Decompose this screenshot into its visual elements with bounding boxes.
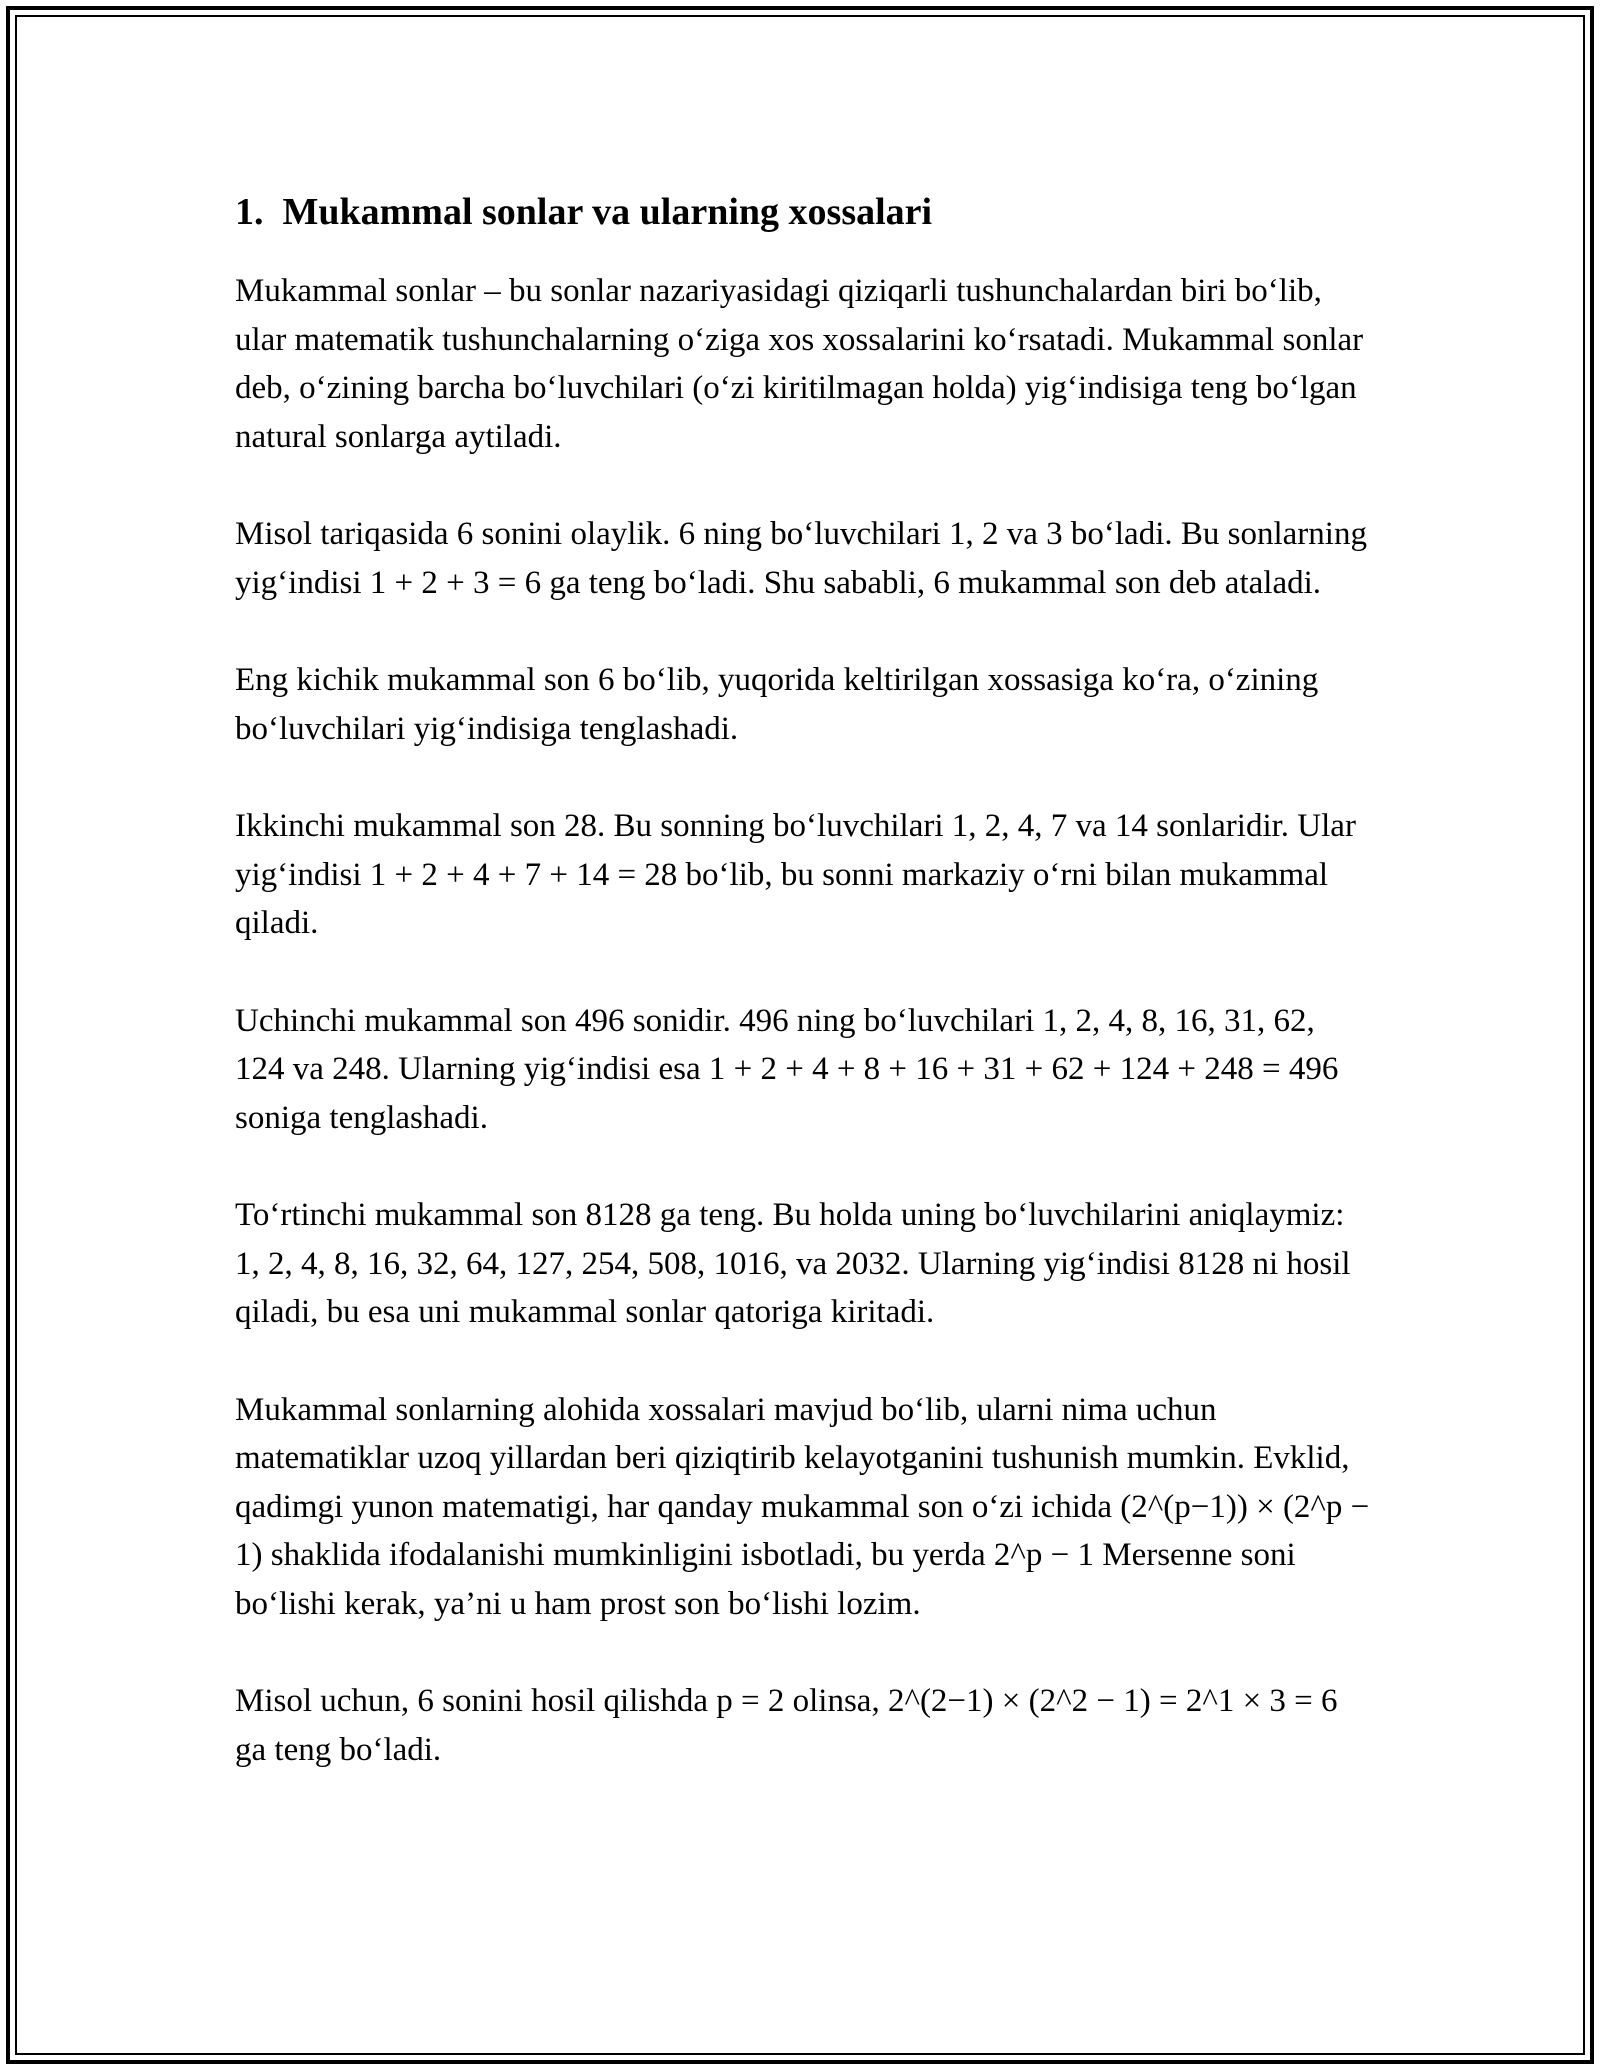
document-body	[235, 187, 1370, 1774]
section-heading: 1. Mukammal sonlar va ularning xossalari	[235, 191, 933, 233]
paragraph-third-perfect: Uchinchi mukammal son 496 sonidir. 496 ning bo‘luvchilari 1, 2, 4, 8, 16, 31, 62, 124 va 248. Ularning yig‘indisi esa 1 + 2 + 4 + 8 + 16 + 31 + 62 + 124 + 248 = 496 soniga tenglashadi.	[235, 1002, 1339, 1136]
paragraph-formula-example: Misol uchun, 6 sonini hosil qilishda p = 2 olinsa, 2^(2−1) × (2^2 − 1) = 2^1 × 3 = 6 ga teng bo‘ladi.	[235, 1683, 1338, 1768]
paragraph-example-six: Misol tariqasida 6 sonini olaylik. 6 ning bo‘luvchilari 1, 2 va 3 bo‘ladi. Bu sonlarning yig‘indisi 1 + 2 + 3 = 6 ga teng bo‘ladi. Shu sababli, 6 mukammal son deb ataladi.	[235, 516, 1367, 601]
paragraph-second-perfect: Ikkinchi mukammal son 28. Bu sonning bo‘luvchilari 1, 2, 4, 7 va 14 sonlaridir. Ular yig‘indisi 1 + 2 + 4 + 7 + 14 = 28 bo‘lib, bu sonni markaziy o‘rni bilan mukammal qiladi.	[235, 808, 1356, 941]
paragraph-definition: Mukammal sonlar – bu sonlar nazariyasidagi qiziqarli tushunchalardan biri bo‘lib, ular matematik tushunchalarning o‘ziga xos xossalarini ko‘rsatadi. Mukammal sonlar deb, o‘zining barcha bo‘luvchilari (o‘zi kiritilmagan holda) yig‘indisiga teng bo‘lgan natural sonlarga aytiladi.	[235, 273, 1364, 455]
paragraph-euclid-theorem: Mukammal sonlarning alohida xossalari mavjud bo‘lib, ularni nima uchun matematiklar uzoq yillardan beri qiziqtirib kelayotganini tushunish mumkin. Evklid, qadimgi yunon matematigi, har qanday mukammal son o‘zi ichida (2^(p−1)) × (2^p − 1) shaklida ifodalanishi mumkinligini isbotladi, bu yerda 2^p − 1 Mersenne soni bo‘lishi kerak, ya’ni u ham prost son bo‘lishi lozim.	[235, 1391, 1370, 1622]
paragraph-smallest-perfect: Eng kichik mukammal son 6 bo‘lib, yuqorida keltirilgan xossasiga ko‘ra, o‘zining bo‘luvchilari yig‘indisiga tenglashadi.	[235, 662, 1319, 747]
paragraph-fourth-perfect: To‘rtinchi mukammal son 8128 ga teng. Bu holda uning bo‘luvchilarini aniqlaymiz: 1, 2, 4, 8, 16, 32, 64, 127, 254, 508, 1016, va 2032. Ularning yig‘indisi 8128 ni hosil qiladi, bu esa uni mukammal sonlar qatoriga kiritadi.	[235, 1197, 1351, 1330]
